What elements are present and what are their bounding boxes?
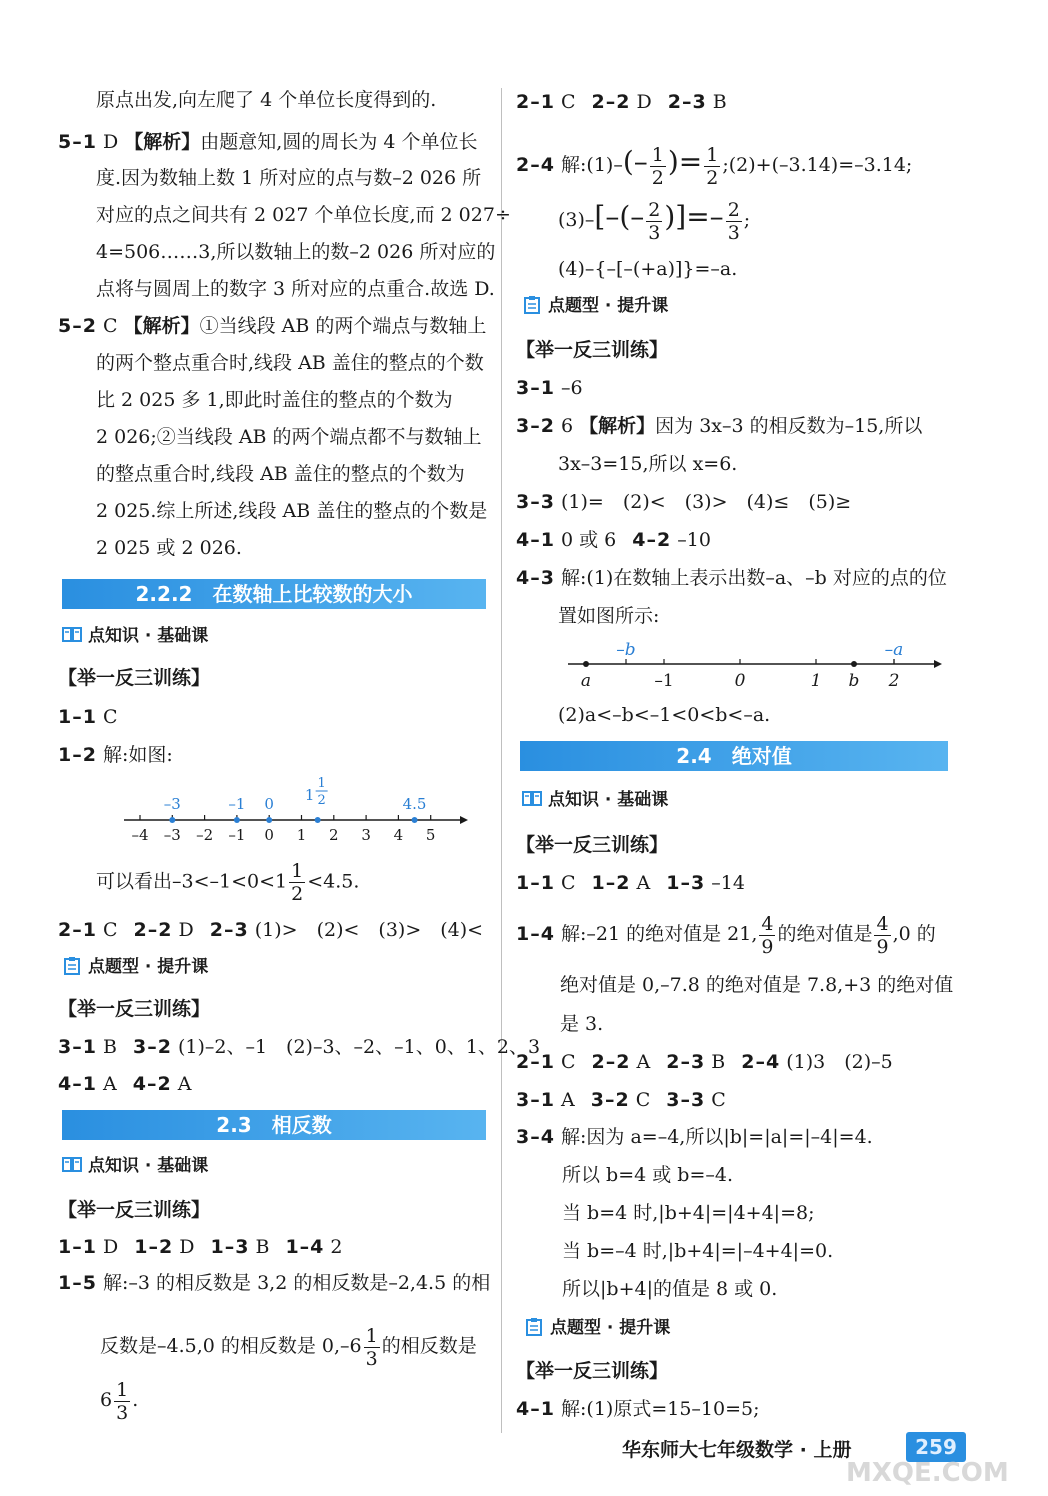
answer-text: –10 (671, 529, 711, 551)
answer-text: –14 (705, 872, 745, 894)
question-number: 3–1 (58, 1036, 97, 1058)
subsection-heading (62, 955, 208, 979)
answer-3-1 (516, 375, 583, 401)
answer-3-2 (516, 413, 922, 439)
tick-label: –3 (163, 826, 181, 844)
text-line: 由题意知,圆的周长为 4 个单位长 (200, 131, 478, 153)
answer-text: D (172, 919, 194, 941)
question-number: 4–3 (516, 567, 555, 589)
answer-row (58, 1034, 556, 1060)
text-line: 是 3. (560, 1013, 604, 1035)
answer-text: C (554, 1051, 576, 1073)
answer-4-1 (516, 1396, 760, 1422)
text-line: 所以|b+4|的值是 8 或 0. (562, 1278, 778, 1300)
answer-1-4 (516, 910, 936, 958)
text-fragment: 解:(1)– (561, 154, 623, 176)
training-label: 【举一反三训练】 (58, 1199, 211, 1221)
subsection-label: 点题型 · 提升课 (550, 1318, 671, 1338)
text-fragment: 反数是–4.5,0 的相反数是 0,–6 (100, 1335, 362, 1357)
text-line: 原点出发,向左爬了 4 个单位长度得到的. (96, 89, 437, 111)
answer-text: C (554, 872, 576, 894)
question-number: 1–4 (516, 923, 555, 945)
section-banner: 2.2.2 在数轴上比较数的大小 (62, 579, 486, 609)
axis-arrow (460, 816, 468, 824)
answer-text: C (629, 1089, 651, 1111)
text-line: 点将与圆周上的数字 3 所对应的点重合.故选 D. (96, 278, 495, 300)
point-marker (169, 817, 175, 823)
subsection-label: 点知识 · 基础课 (548, 790, 669, 810)
numerator: 4 (761, 912, 774, 935)
text-line: 解:因为 a=–4,所以|b|=|a|=|–4|=4. (561, 1126, 873, 1148)
numerator: 1 (116, 1378, 129, 1401)
text-line: 3x–3=15,所以 x=6. (558, 453, 738, 475)
answer-text: B (249, 1236, 270, 1258)
answer-text: D (630, 91, 652, 113)
number-line-figure (564, 636, 949, 696)
point-marker (851, 661, 857, 667)
text-fragment: 解:–21 的绝对值是 21, (561, 923, 758, 945)
answer-3-3 (516, 489, 851, 515)
question-number: 4–2 (132, 1073, 172, 1095)
point-label: 0 (264, 795, 274, 813)
page-number: 259 (906, 1432, 966, 1462)
fraction (114, 1379, 130, 1424)
denominator: 3 (116, 1401, 129, 1424)
question-number: 1–3 (666, 872, 706, 894)
denominator: 3 (727, 221, 740, 244)
answer-1-1 (58, 704, 118, 730)
answer-row (516, 870, 761, 896)
fraction (726, 199, 742, 244)
point-label: –b (616, 640, 636, 660)
mixed-number-whole: 1 (304, 786, 315, 804)
answer-text: 解:如图: (103, 744, 173, 766)
text-line: 当 b=4 时,|b+4|=|4+4|=8; (562, 1202, 815, 1224)
text-line (100, 1322, 477, 1370)
answer-text: B (705, 1051, 726, 1073)
answer-1-2 (58, 742, 173, 768)
question-number: 1–4 (285, 1236, 325, 1258)
text-line: 解:(1)在数轴上表示出数–a、–b 对应的点的位 (561, 567, 947, 589)
point-marker (266, 817, 272, 823)
fraction (364, 1325, 380, 1370)
answer-text: B (96, 1036, 117, 1058)
text-fragment: 的绝对值是 (777, 923, 873, 945)
text-line: 当 b=–4 时,|b+4|=|–4+4|=0. (562, 1240, 834, 1262)
question-number: 1–1 (516, 872, 555, 894)
clipboard-icon (522, 296, 542, 314)
fraction (704, 144, 720, 189)
analysis-tag: 【解析】 (123, 315, 200, 337)
comparison-text: 可以看出–3<–1<0<1 (96, 870, 288, 893)
question-number: 2–1 (516, 91, 555, 113)
answer-text: C (96, 919, 118, 941)
denominator: 9 (876, 935, 889, 958)
question-number: 3–3 (666, 1089, 706, 1111)
book-icon (62, 626, 82, 644)
number-line-figure (122, 770, 472, 850)
point-marker (234, 817, 240, 823)
question-number: 2–3 (667, 91, 707, 113)
answer-row (516, 1087, 742, 1113)
answer-text: (1)3 (2)–5 (780, 1051, 893, 1073)
text-line: 所以 b=4 或 b=–4. (562, 1164, 734, 1186)
question-number: 2–3 (666, 1051, 706, 1073)
question-number: 3–2 (516, 415, 555, 437)
watermark: MXQE.COM (846, 1458, 1009, 1488)
text-fragment: (3)– (558, 209, 595, 231)
answer-text: 解:(1)原式=15–10=5; (561, 1398, 760, 1420)
answer-5-2 (58, 313, 486, 339)
footer-book-title: 华东师大七年级数学 · 上册 (622, 1439, 852, 1461)
right-column (516, 0, 952, 1496)
text-line: 因为 3x–3 的相反数为–15,所以 (655, 415, 923, 437)
answer-2-4 (516, 138, 912, 189)
question-number: 5–2 (58, 315, 97, 337)
answer-choice: C (103, 315, 118, 337)
answer-row (516, 89, 743, 115)
text-line: 对应的点之间共有 2 027 个单位长度,而 2 027÷ (96, 204, 511, 226)
question-number: 2–3 (209, 919, 249, 941)
section-banner: 2.3 相反数 (62, 1110, 486, 1140)
answer-row (516, 527, 727, 553)
answer-text: C (705, 1089, 726, 1111)
point-label: –a (884, 640, 904, 660)
denominator: 2 (291, 883, 304, 905)
fraction (646, 199, 662, 244)
comparison-text: <4.5. (307, 870, 360, 893)
bracket-open: [–(– (594, 200, 645, 233)
text-line: ①当线段 AB 的两个端点与数轴上 (199, 315, 487, 337)
book-icon (522, 790, 542, 808)
tick-label: –4 (131, 826, 149, 844)
section-banner: 2.4 绝对值 (520, 741, 948, 771)
tick-label: 1 (296, 826, 307, 844)
text-line: 置如图所示: (558, 605, 660, 627)
question-number: 1–2 (591, 872, 631, 894)
question-number: 1–1 (58, 1236, 97, 1258)
tick-label: 4 (393, 826, 404, 844)
numerator: 1 (706, 143, 719, 166)
numerator: 1 (651, 143, 664, 166)
text-line (100, 1376, 138, 1424)
text-line: 的整点重合时,线段 AB 盖住的整点的个数为 (96, 463, 465, 485)
point-marker (412, 817, 418, 823)
answer-text: A (630, 872, 651, 894)
training-label: 【举一反三训练】 (516, 834, 669, 856)
point-label: 4.5 (402, 795, 427, 813)
answer-text: –6 (561, 377, 583, 399)
text-fragment: ; (743, 209, 751, 231)
numerator: 1 (291, 860, 304, 882)
point-marker (583, 661, 589, 667)
axis-arrow (934, 660, 942, 668)
axis-label: a (580, 671, 592, 691)
question-number: 1–5 (58, 1272, 97, 1294)
question-number: 3–3 (516, 491, 555, 513)
bracket-open: (– (622, 145, 648, 178)
axis-label: 2 (888, 671, 900, 691)
answer-1-5 (58, 1270, 490, 1296)
point-label: –3 (163, 795, 181, 813)
tick-label: 2 (329, 826, 339, 844)
answer-4-3 (516, 565, 947, 591)
comparison-line (96, 860, 359, 905)
subsection-label: 点题型 · 提升课 (548, 296, 669, 316)
answer-text: 0 或 6 (554, 529, 617, 551)
training-label: 【举一反三训练】 (58, 667, 211, 689)
subsection-heading (522, 294, 668, 318)
question-number: 2–1 (516, 1051, 555, 1073)
question-number: 2–2 (133, 919, 173, 941)
question-number: 3–1 (516, 1089, 555, 1111)
numerator: 2 (648, 198, 661, 221)
question-number: 4–2 (632, 529, 672, 551)
text-line: 2 026;②当线段 AB 的两个端点都不与数轴上 (96, 426, 482, 448)
text-fragment: ;(2)+(–3.14)=–3.14; (722, 154, 913, 176)
point-marker (315, 817, 321, 823)
answer-text: A (171, 1073, 192, 1095)
mixed-number-denominator: 2 (317, 793, 326, 808)
question-number: 4–1 (58, 1073, 97, 1095)
subsection-heading (522, 788, 668, 812)
column-divider (501, 88, 502, 1433)
answer-text: D (96, 1236, 119, 1258)
tick-label: 5 (425, 826, 436, 844)
numerator: 4 (876, 912, 889, 935)
numerator: 1 (365, 1324, 378, 1347)
answer-row (516, 1049, 909, 1075)
answer-3-4 (516, 1124, 873, 1150)
question-number: 4–1 (516, 1398, 555, 1420)
answer-text: 2 (324, 1236, 343, 1258)
question-number: 1–1 (58, 706, 97, 728)
tick-label: 0 (264, 826, 274, 844)
answer-row (58, 1234, 359, 1260)
axis-label: 0 (734, 671, 746, 691)
question-number: 2–4 (741, 1051, 781, 1073)
answer-text: A (554, 1089, 575, 1111)
text-line: 解:–3 的相反数是 3,2 的相反数是–2,4.5 的相 (103, 1272, 491, 1294)
text-line: 的两个整点重合时,线段 AB 盖住的整点的个数 (96, 352, 484, 374)
text-line: (4)–{–[–(+a)]}=–a. (558, 258, 738, 280)
denominator: 3 (648, 221, 661, 244)
answer-text: (1)> (2)< (3)> (4)< (248, 919, 484, 941)
clipboard-icon (62, 957, 82, 975)
bracket-close: )= (667, 145, 703, 178)
answer-row (58, 917, 499, 943)
text-line: (2)a<–b<–1<0<b<–a. (558, 704, 771, 726)
answer-choice: C (103, 706, 118, 728)
answer-row (58, 1071, 207, 1097)
text-line: 绝对值是 0,–7.8 的绝对值是 7.8,+3 的绝对值 (560, 974, 954, 996)
denominator: 3 (365, 1347, 378, 1370)
tick-label: –2 (196, 826, 214, 844)
question-number: 4–1 (516, 529, 555, 551)
numerator: 2 (727, 198, 740, 221)
question-number: 3–2 (132, 1036, 172, 1058)
analysis-tag: 【解析】 (124, 131, 201, 153)
question-number: 2–4 (516, 154, 555, 176)
training-label: 【举一反三训练】 (58, 998, 211, 1020)
training-label: 【举一反三训练】 (516, 1360, 669, 1382)
answer-text: B (706, 91, 727, 113)
axis-label: –1 (654, 671, 674, 691)
bracket-close: )]=– (664, 200, 724, 233)
question-number: 2–2 (591, 91, 631, 113)
point-label: –1 (228, 795, 246, 813)
training-label: 【举一反三训练】 (516, 339, 669, 361)
fraction (650, 144, 666, 189)
question-number: 1–2 (58, 744, 97, 766)
text-fragment: . (132, 1389, 139, 1411)
answer-text: A (630, 1051, 651, 1073)
question-number: 2–2 (591, 1051, 631, 1073)
fraction (289, 860, 305, 905)
text-line: 比 2 025 多 1,即此时盖住的整点的个数为 (96, 389, 453, 411)
subsection-heading (524, 1316, 670, 1340)
book-icon (62, 1156, 82, 1174)
subsection-label: 点知识 · 基础课 (88, 626, 209, 646)
analysis-tag: 【解析】 (579, 415, 656, 437)
clipboard-icon (524, 1318, 544, 1336)
answer-5-1 (58, 129, 478, 155)
answer-text: A (96, 1073, 117, 1095)
denominator: 2 (651, 166, 664, 189)
denominator: 9 (761, 935, 774, 958)
tick-label: –1 (228, 826, 246, 844)
text-line: 4=506……3,所以数轴上的数–2 026 所对应的 (96, 241, 496, 263)
text-line: 度.因为数轴上数 1 所对应的点与数–2 026 所 (96, 167, 482, 189)
question-number: 3–4 (516, 1126, 555, 1148)
answer-text: (1)= (2)< (3)> (4)≤ (5)≥ (561, 491, 852, 513)
question-number: 5–1 (58, 131, 97, 153)
subsection-heading (62, 624, 208, 648)
answer-text: 6 (561, 415, 574, 437)
subsection-heading (62, 1154, 208, 1178)
subsection-label: 点题型 · 提升课 (88, 957, 209, 977)
tick-label: 3 (361, 826, 371, 844)
text-line: 2 025.综上所述,线段 AB 盖住的整点的个数是 (96, 500, 488, 522)
answer-text: C (554, 91, 576, 113)
text-fragment: 的相反数是 (381, 1335, 477, 1357)
fraction (759, 913, 775, 958)
question-number: 3–1 (516, 377, 555, 399)
text-line: 2 025 或 2 026. (96, 537, 242, 559)
text-line (558, 193, 750, 244)
answer-text: (1)–2、–1 (2)–3、–2、–1、0、1、2、3 (171, 1036, 541, 1058)
question-number: 1–3 (210, 1236, 250, 1258)
question-number: 2–1 (58, 919, 97, 941)
text-fragment: ,0 的 (892, 923, 936, 945)
fraction (874, 913, 890, 958)
subsection-label: 点知识 · 基础课 (88, 1156, 209, 1176)
text-fragment: 6 (100, 1389, 113, 1411)
axis-label: b (848, 671, 860, 691)
question-number: 3–2 (590, 1089, 630, 1111)
answer-text: D (173, 1236, 195, 1258)
mixed-number-numerator: 1 (317, 776, 326, 791)
axis-label: 1 (810, 671, 822, 691)
answer-choice: D (103, 131, 119, 153)
denominator: 2 (706, 166, 719, 189)
question-number: 1–2 (134, 1236, 174, 1258)
